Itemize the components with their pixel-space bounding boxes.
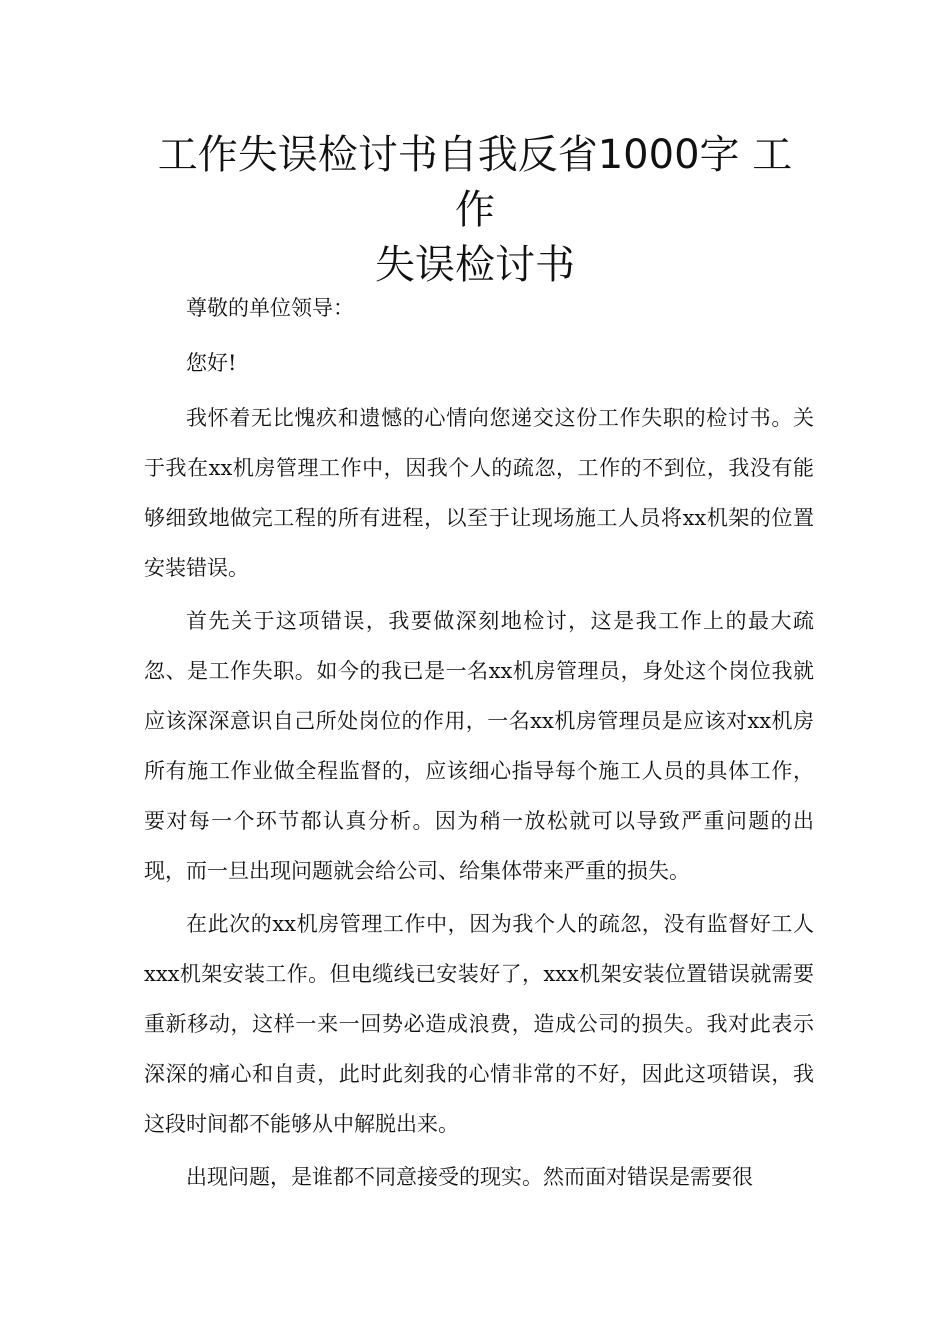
paragraph-2: 首先关于这项错误，我要做深刻地检讨，这是我工作上的最大疏忽、是工作失职。如今的我已是一名xx机房管理员，身处这个岗位我就应该深深意识自己所处岗位的作用，一名xx机房管理员是应该对xx机房所有施工作业做全程监督的，应该细心指导每个施工人员的具体工作，要对每一个环节都认真分析。因为稍一放松就可以导致严重问题的出现，而一旦出现问题就会给公司、给集体带来严重的损失。 [144, 609, 814, 883]
paragraph-3: 在此次的xx机房管理工作中，因为我个人的疏忽，没有监督好工人xxx机架安装工作。但电缆线已安装好了，xxx机架安装位置错误就需要重新移动，这样一来一回势必造成浪费，造成公司的损失。我对此表示深深的痛心和自责，此时此刻我的心情非常的不好，因此这项错误，我这段时间都不能够从中解脱出来。 [144, 912, 814, 1136]
letter-body [144, 283, 814, 1205]
salutation: 尊敬的单位领导： [186, 296, 354, 320]
greeting: 您好! [186, 351, 237, 375]
document-title [140, 128, 810, 293]
paragraph-4: 出现问题，是谁都不同意接受的现实。然而面对错误是需要很 [186, 1165, 753, 1189]
paragraph-1: 我怀着无比愧疚和遗憾的心情向您递交这份工作失职的检讨书。关于我在xx机房管理工作中，因我个人的疏忽，工作的不到位，我没有能够细致地做完工程的所有进程，以至于让现场施工人员将xx机架的位置安装错误。 [144, 406, 814, 580]
title-line-1: 工作失误检讨书自我反省1000字 工作 [157, 132, 793, 233]
title-line-2: 失误检讨书 [375, 242, 575, 288]
